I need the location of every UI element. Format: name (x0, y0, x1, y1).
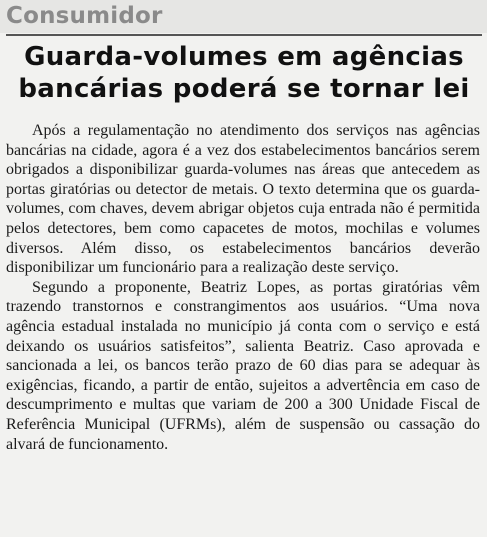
article-paragraph: Após a regulamentação no atendimento dos serviços nas agências bancárias na cidade, agora é a vez dos estabelecimentos bancários serem obrigados a disponibilizar guarda-volumes nas áreas que antecedem as portas giratórias ou detector de metais. O texto determina que os guarda-volumes, com chaves, devem abrigar objetos cuja entrada não é permitida pelos detectores, bem como capacetes de motos, mochilas e volumes diversos. Além disso, os estabelecimentos bancários deverão disponibilizar um funcionário para a realização deste serviço. (6, 122, 480, 277)
article-headline: Guarda-volumes em agências bancárias poderá se tornar lei (18, 42, 470, 104)
article-paragraph: Segundo a proponente, Beatriz Lopes, as portas giratórias vêm trazendo transtornos e constrangimentos aos usuários. “Uma nova agência estadual instalada no município já conta com o serviço e está deixando os usuários satisfeitos”, salienta Beatriz. Caso aprovada e sancionada a lei, os bancos terão prazo de 60 dias para se adequar às exigências, ficando, a partir de então, sujeitos a advertência em caso de descumprimento e multas que variam de 200 a 300 Unidade Fiscal de Referência Municipal (UFRMs), além de suspensão ou cassação do alvará de funcionamento. (6, 278, 480, 453)
section-title: Consumidor (6, 3, 163, 29)
article-body (6, 121, 480, 454)
section-divider (6, 34, 482, 36)
